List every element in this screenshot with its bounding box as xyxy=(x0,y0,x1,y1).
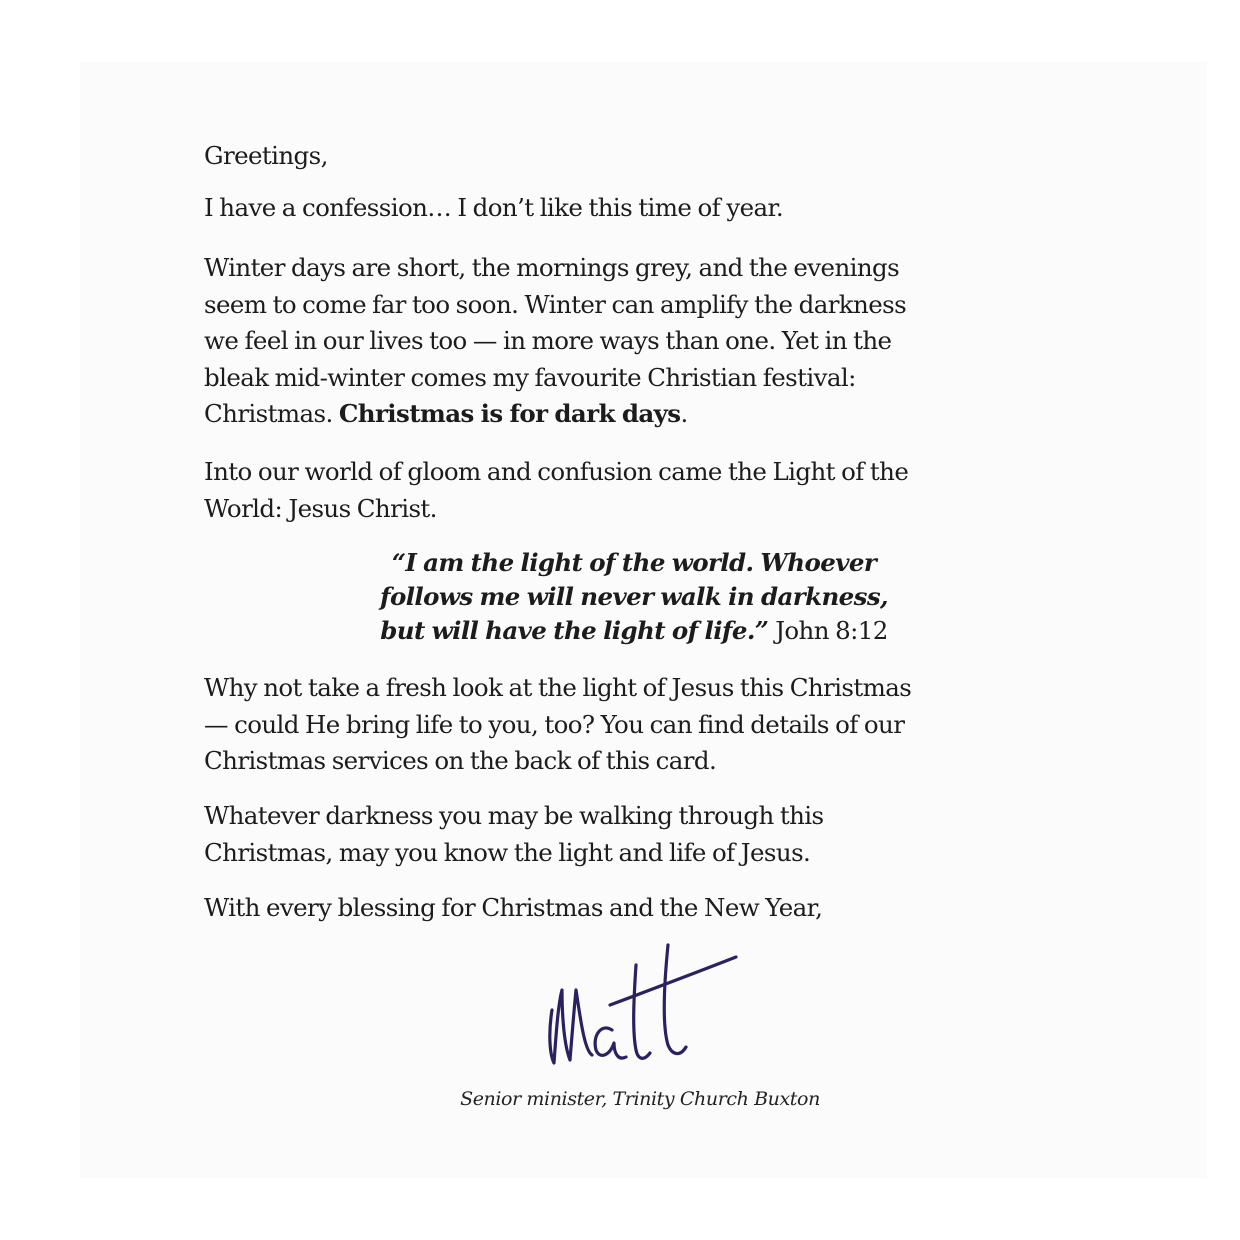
paragraph-invitation xyxy=(204,670,911,780)
text-line: bleak mid-winter comes my favourite Christian festival: xyxy=(204,362,856,392)
text-line: Christmas services on the back of this card. xyxy=(204,746,717,775)
text-line: With every blessing for Christmas and the New Year, xyxy=(204,893,823,922)
greeting: Greetings, xyxy=(204,141,328,170)
text-line: seem to come far too soon. Winter can amplify the darkness xyxy=(204,289,907,319)
text-line: Christmas. xyxy=(204,399,339,428)
emphasis-text: Christmas is for dark days xyxy=(338,399,681,428)
paragraph-confession: I have a confession… I don’t like this time of year. xyxy=(204,193,784,222)
quote-line: but will have the light of life.” xyxy=(380,616,769,645)
text-line: Christmas, may you know the light and life of Jesus. xyxy=(204,837,811,867)
quote-line: follows me will never walk in darkness, xyxy=(380,582,888,611)
text-line: we feel in our lives too — in more ways than one. Yet in the xyxy=(204,326,892,355)
paragraph-winter xyxy=(204,250,906,433)
text-line: Whatever darkness you may be walking through this xyxy=(204,801,824,830)
punctuation: . xyxy=(680,399,688,428)
text-line: — could He bring life to you, too? You can find details of our xyxy=(204,709,905,739)
scripture-reference: John 8:12 xyxy=(775,616,888,645)
signature-matt xyxy=(540,935,750,1085)
text-line: Winter days are short, the mornings grey, and the evenings xyxy=(204,253,900,282)
signature-caption: Senior minister, Trinity Church Buxton xyxy=(460,1088,820,1110)
paragraph-blessing xyxy=(204,798,824,871)
text-line: World: Jesus Christ. xyxy=(204,493,437,523)
quote-line: “I am the light of the world. Whoever xyxy=(391,548,877,577)
scripture-quote xyxy=(354,546,914,648)
text-line: Why not take a fresh look at the light of Jesus this Christmas xyxy=(204,673,912,702)
paragraph-light xyxy=(204,454,908,527)
text-line: Into our world of gloom and confusion came the Light of the xyxy=(204,457,909,486)
closing-line xyxy=(204,890,822,927)
